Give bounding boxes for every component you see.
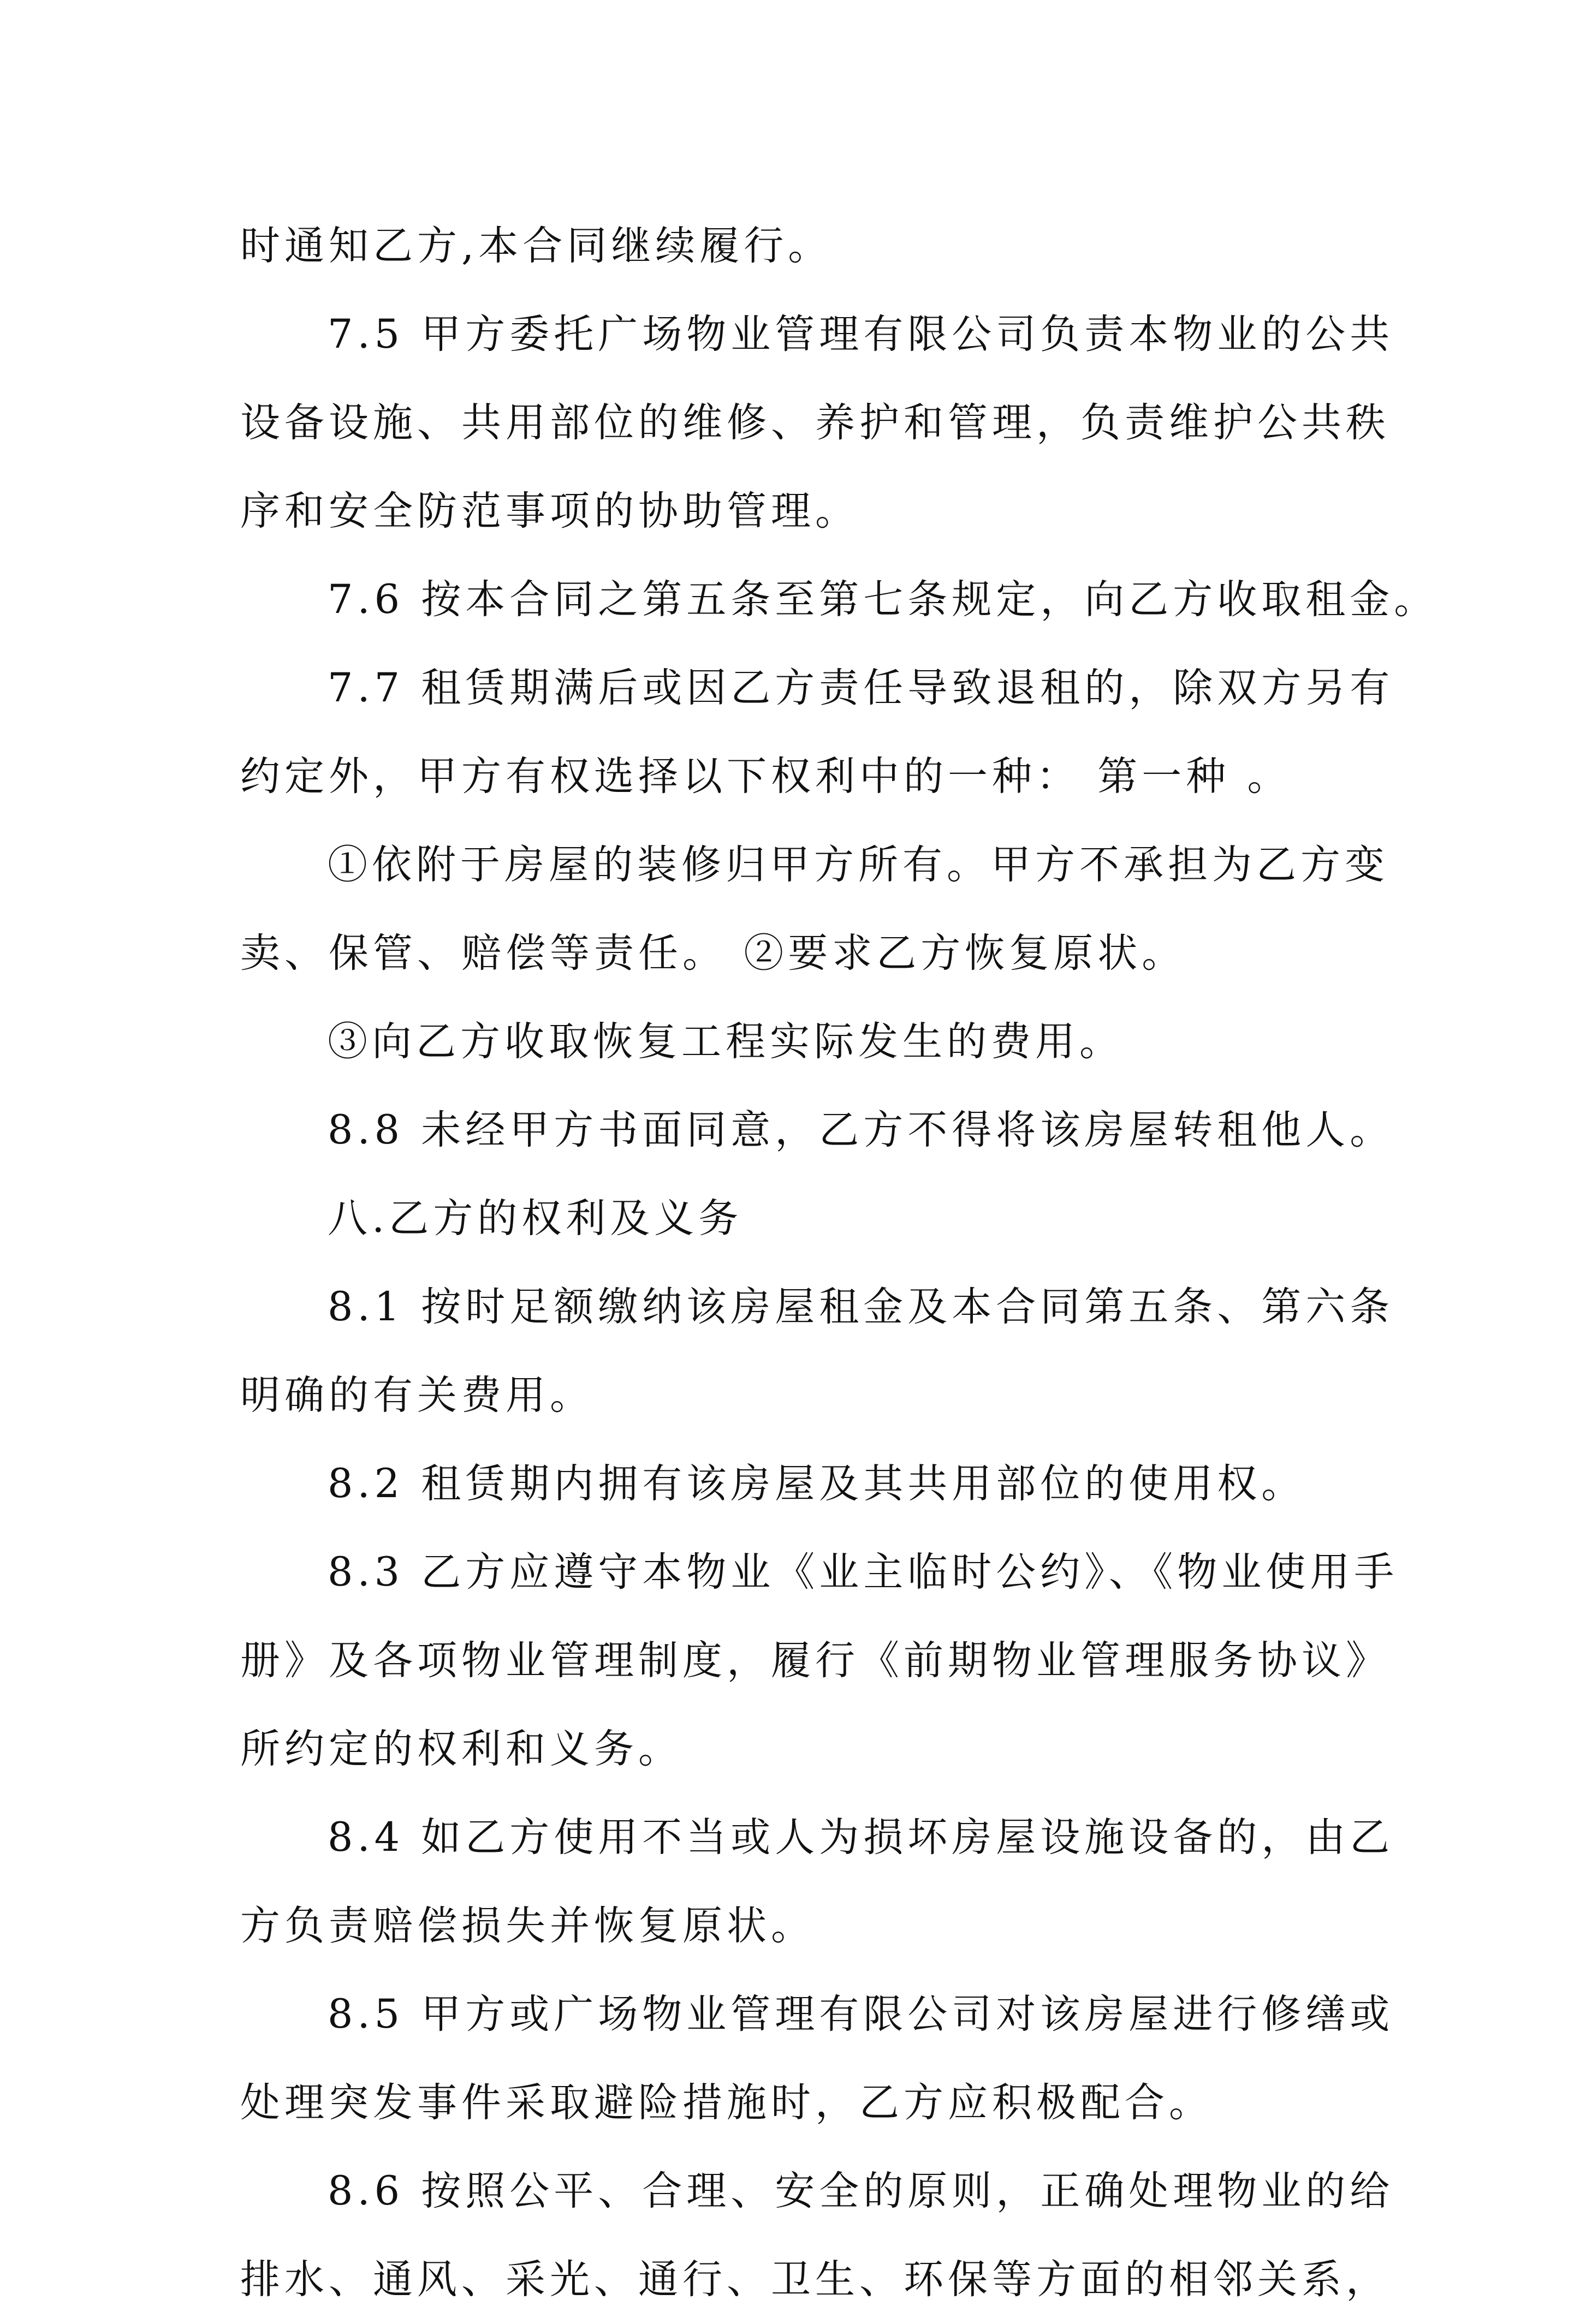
clause-8-2: 8.2 租赁期内拥有该房屋及其共用部位的使用权。 bbox=[328, 1461, 1306, 1507]
clause-8-4-line-1: 8.4 如乙方使用不当或人为损坏房屋设施设备的，由乙 bbox=[328, 1814, 1394, 1861]
clause-8-4-line-2: 方负责赔偿损失并恢复原状。 bbox=[240, 1903, 815, 1949]
option-1-line-2: 卖、保管、赔偿等责任。 ②要求乙方恢复原状。 bbox=[240, 930, 1186, 976]
clause-8-5-line-2: 处理突发事件采取避险措施时，乙方应积极配合。 bbox=[240, 2079, 1213, 2126]
clause-8-3-line-2: 册》及各项物业管理制度，履行《前期物业管理服务协议》 bbox=[240, 1637, 1390, 1684]
clause-7-7-line-1: 7.7 租赁期满后或因乙方责任导致退租的，除双方另有 bbox=[328, 665, 1394, 711]
clause-7-6: 7.6 按本合同之第五条至第七条规定，向乙方收取租金。 bbox=[328, 576, 1439, 623]
clause-8-8: 8.8 未经甲方书面同意，乙方不得将该房屋转租他人。 bbox=[328, 1107, 1394, 1153]
option-1-line-1: ①依附于房屋的装修归甲方所有。甲方不承担为乙方变 bbox=[328, 842, 1389, 888]
clause-8-6-line-2: 排水、通风、采光、通行、卫生、环保等方面的相邻关系， bbox=[240, 2256, 1390, 2303]
clause-8-1-line-2: 明确的有关费用。 bbox=[240, 1372, 594, 1419]
text-line: 时通知乙方,本合同继续履行。 bbox=[240, 223, 833, 269]
clause-7-5-line-2: 设备设施、共用部位的维修、养护和管理，负责维护公共秩 bbox=[240, 400, 1390, 446]
clause-7-5-line-3: 序和安全防范事项的协助管理。 bbox=[240, 488, 859, 534]
clause-7-5-line-1: 7.5 甲方委托广场物业管理有限公司负责本物业的公共 bbox=[328, 311, 1394, 357]
clause-7-7-line-2: 约定外，甲方有权选择以下权利中的一种： 第一种 。 bbox=[240, 753, 1292, 800]
section-heading: 八.乙方的权利及义务 bbox=[328, 1195, 743, 1242]
clause-8-5-line-1: 8.5 甲方或广场物业管理有限公司对该房屋进行修缮或 bbox=[328, 1991, 1394, 2037]
document-body bbox=[240, 202, 1439, 2324]
option-3: ③向乙方收取恢复工程实际发生的费用。 bbox=[328, 1018, 1124, 1065]
clause-8-3-line-1: 8.3 乙方应遵守本物业《业主临时公约》、《物业使用手 bbox=[328, 1549, 1399, 1595]
clause-8-6-line-1: 8.6 按照公平、合理、安全的原则，正确处理物业的给 bbox=[328, 2168, 1394, 2214]
clause-8-3-line-3: 所约定的权利和义务。 bbox=[240, 1726, 682, 1772]
clause-8-1-line-1: 8.1 按时足额缴纳该房屋租金及本合同第五条、第六条 bbox=[328, 1284, 1394, 1330]
